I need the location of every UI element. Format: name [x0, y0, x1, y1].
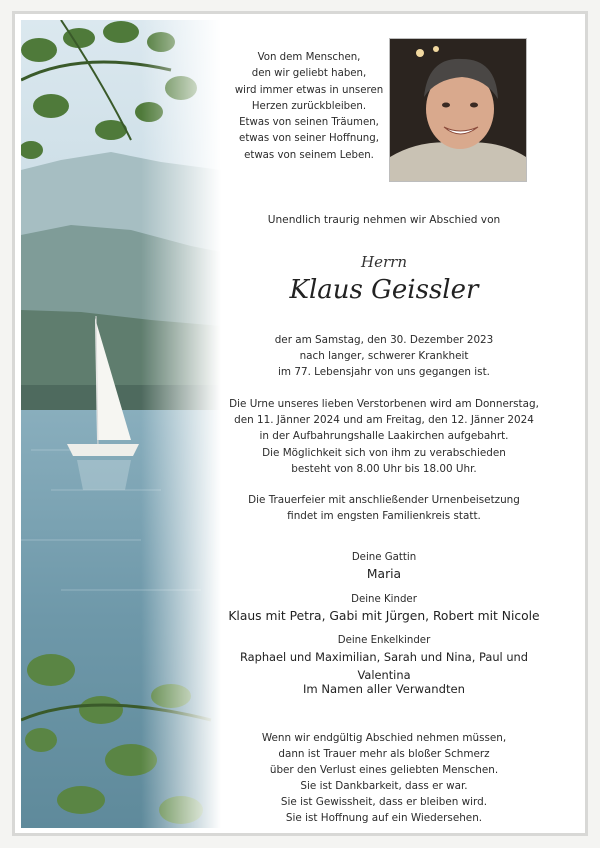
children-label: Deine Kinder [351, 594, 417, 605]
death-notice-line: der am Samstag, den 30. Dezember 2023 [274, 334, 494, 346]
lake-sailboat-image [21, 20, 221, 828]
urn-notice-line: den 11. Jänner 2024 und am Freitag, den 12. Jänner 2024 [234, 414, 534, 427]
closing-line: über den Verlust eines geliebten Menschen. [269, 764, 499, 776]
grandchildren-label: Deine Enkelkinder [337, 635, 431, 646]
ceremony-line: findet im engsten Familienkreis statt. [287, 510, 481, 523]
closing-line: Wenn wir endgültig Abschied nehmen müssen, [261, 732, 507, 744]
poem-line: Herzen zurückbleiben. [251, 100, 367, 112]
poem-line: Von dem Menschen, [257, 52, 361, 63]
poem-line: den wir geliebt haben, [251, 68, 367, 80]
intro-text: Unendlich traurig nehmen wir Abschied von [267, 214, 501, 226]
spouse-name: Maria [366, 567, 402, 581]
children-names: Klaus mit Petra, Gabi mit Jürgen, Robert mit Nicole [228, 609, 540, 623]
urn-notice-line: Die Urne unseres lieben Verstorbenen wird am Donnerstag, [229, 398, 539, 410]
opening-poem [223, 50, 395, 164]
ceremony-line: Die Trauerfeier mit anschließender Urnenbeisetzung [248, 494, 520, 506]
deceased-name: Klaus Geissler [289, 275, 479, 305]
closing-poem [221, 730, 547, 826]
closing-line: Sie ist Dankbarkeit, dass er war. [300, 780, 468, 792]
grandchildren-names: Raphael und Maximilian, Sarah und Nina, Paul und Valentina [239, 650, 529, 682]
closing-line: Sie ist Gewissheit, dass er bleiben wird. [280, 796, 488, 808]
relatives-line: Im Namen aller Verwandten [302, 682, 466, 696]
spouse-label: Deine Gattin [351, 552, 417, 563]
urn-notice-line: besteht von 8.00 Uhr bis 18.00 Uhr. [291, 462, 477, 475]
urn-notice [221, 396, 547, 477]
poem-line: etwas von seiner Hoffnung, [239, 133, 379, 145]
salutation: Herrn [361, 253, 407, 271]
death-notice [221, 332, 547, 381]
closing-line: dann ist Trauer mehr als bloßer Schmerz [278, 748, 490, 760]
closing-line: Sie ist Hoffnung auf ein Wiedersehen. [285, 812, 483, 824]
poem-line: Etwas von seinen Träumen, [239, 117, 379, 129]
portrait-illustration [390, 39, 526, 181]
obituary-card [12, 11, 588, 836]
image-fade [141, 20, 221, 828]
poem-line: wird immer etwas in unseren [234, 84, 384, 96]
death-notice-line: im 77. Lebensjahr von uns gegangen ist. [278, 366, 490, 379]
urn-notice-line: in der Aufbahrungshalle Laakirchen aufgebahrt. [259, 430, 509, 443]
poem-line: etwas von seinem Leben. [244, 149, 374, 161]
urn-notice-line: Die Möglichkeit sich von ihm zu verabschieden [262, 446, 506, 459]
ceremony-notice [221, 492, 547, 524]
death-notice-line: nach langer, schwerer Krankheit [299, 350, 469, 363]
portrait-photo [389, 38, 527, 182]
